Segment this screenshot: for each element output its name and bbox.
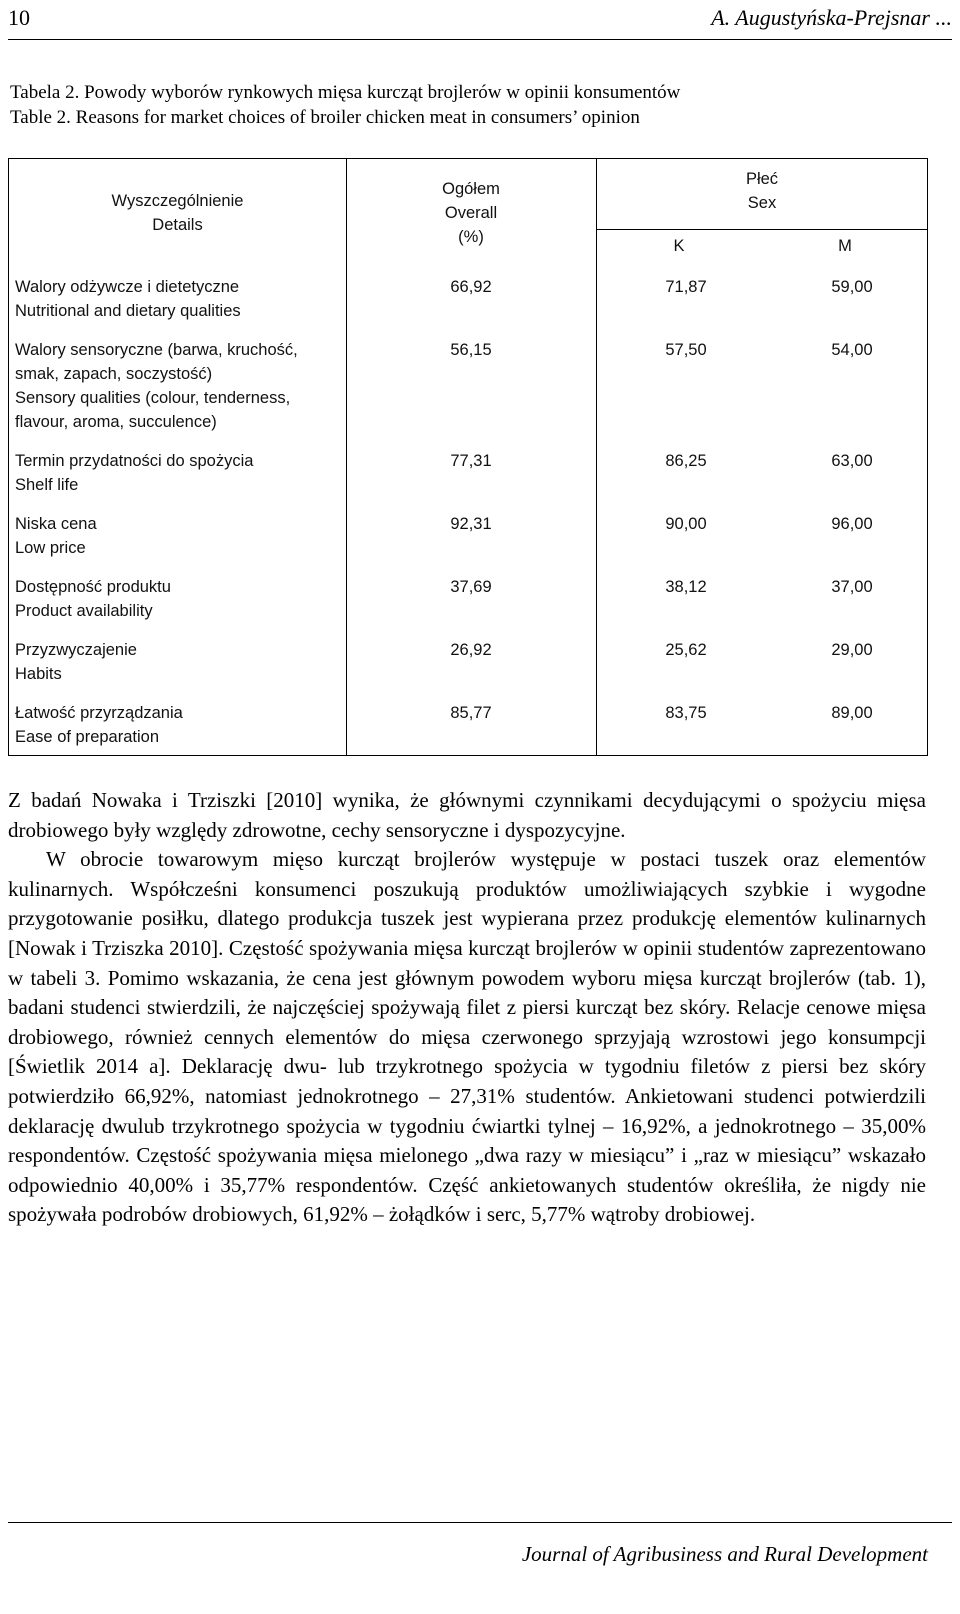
row-label: Walory odżywcze i dietetyczne Nutritional and dietary qualities (15, 278, 241, 320)
header-rule (8, 39, 952, 40)
cell-overall: 77,31 (450, 452, 492, 470)
caption-english: Table 2. Reasons for market choices of broiler chicken meat in consumers’ opinion (10, 107, 640, 128)
footer-rule (8, 1522, 952, 1523)
cell-m: 63,00 (831, 452, 873, 470)
cell-k: 71,87 (665, 278, 707, 296)
cell-m: 89,00 (831, 704, 873, 722)
paragraph: W obrocie towarowym mięso kurcząt brojlerów występuje w postaci tuszek oraz elementów kulinarnych. Współcześni konsumenci poszukują produktów umożliwiających szybkie i wygodne przygotowanie posiłku, dlatego produkcja tuszek jest wypierana przez produkcję elementów kulinarnych [Nowak i Trziszka 2010]. Częstość spożywania mięsa kurcząt brojlerów w opinii studentów zaprezentowano w tabeli 3. Pomimo wskazania, że cena jest głównym powodem wyboru mięsa kurcząt brojlerów (tab. 1), badani studenci stwierdzili, że najczęściej spożywają filet z piersi kurcząt bez skóry. Relacje cenowe mięsa drobiowego, również cennych elementów do mięsa czerwonego sprzyjają wzrostowi jego konsumpcji [Świetlik 2014 a]. Deklarację dwu- lub trzykrotnego spożycia w tygodniu filetów z piersi bez skóry potwierdziło 66,92%, natomiast jednokrotnego – 27,31% studentów. Ankietowani studenci potwierdzili deklarację dwulub trzykrotnego spożycia w tygodniu ćwiartki tylnej – 16,92%, a jednokrotnego – 35,00% respondentów. Częstość spożywania mięsa mielonego „dwa razy w miesiącu” i „raz w miesiącu” wskazało odpowiednio 40,00% i 35,77% respondentów. Część ankietowanych studentów określiła, że nigdy nie spożywała podrobów drobiowych, 61,92% – żołądków i serc, 5,77% wątroby drobiowej. (8, 847, 926, 1227)
cell-k: 25,62 (665, 641, 707, 659)
cell-m: 96,00 (831, 515, 873, 533)
row-label: Przyzwyczajenie Habits (15, 641, 137, 683)
cell-overall: 66,92 (450, 278, 492, 296)
header-m: M (838, 237, 852, 255)
running-head: A. Augustyńska-Prejsnar ... (711, 5, 952, 30)
page-header (8, 0, 952, 40)
caption-polish: Tabela 2. Powody wyborów rynkowych mięsa kurcząt brojlerów w opinii konsumentów (10, 82, 681, 103)
cell-overall: 85,77 (450, 704, 492, 722)
row-label: Walory sensoryczne (barwa, kruchość, smak, zapach, soczystość) Sensory qualities (colour, tenderness, flavour, aroma, succulence) (15, 341, 298, 431)
row-label: Termin przydatności do spożycia Shelf life (15, 452, 254, 494)
header-sex: Płeć Sex (745, 170, 779, 212)
header-overall: Ogółem Overall (%) (442, 180, 500, 246)
row-label: Dostępność produktu Product availability (15, 578, 171, 620)
cell-k: 83,75 (665, 704, 707, 722)
body-text (8, 786, 926, 1230)
cell-overall: 56,15 (450, 341, 492, 359)
header-k: K (673, 237, 685, 255)
cell-overall: 26,92 (450, 641, 492, 659)
row-label: Niska cena Low price (15, 515, 97, 557)
row-label: Łatwość przyrządzania Ease of preparation (15, 704, 183, 746)
page-number: 10 (8, 5, 30, 30)
header-details: Wyszczególnienie Details (111, 192, 244, 234)
cell-overall: 92,31 (450, 515, 492, 533)
sex-subheader-rule (596, 229, 927, 230)
paragraph: Z badań Nowaka i Trziszki [2010] wynika, że głównymi czynnikami decydującymi o spożyciu mięsa drobiowego były względy zdrowotne, cechy sensoryczne i dyspozycyjne. (8, 788, 926, 842)
journal-name: Journal of Agribusiness and Rural Development (521, 1542, 928, 1566)
table-caption (10, 80, 940, 130)
cell-m: 29,00 (831, 641, 873, 659)
cell-overall: 37,69 (450, 578, 492, 596)
cell-k: 57,50 (665, 341, 707, 359)
cell-m: 59,00 (831, 278, 873, 296)
cell-k: 90,00 (665, 515, 707, 533)
cell-k: 38,12 (665, 578, 707, 596)
data-table (8, 158, 928, 756)
cell-m: 37,00 (831, 578, 873, 596)
cell-k: 86,25 (665, 452, 707, 470)
cell-m: 54,00 (831, 341, 873, 359)
